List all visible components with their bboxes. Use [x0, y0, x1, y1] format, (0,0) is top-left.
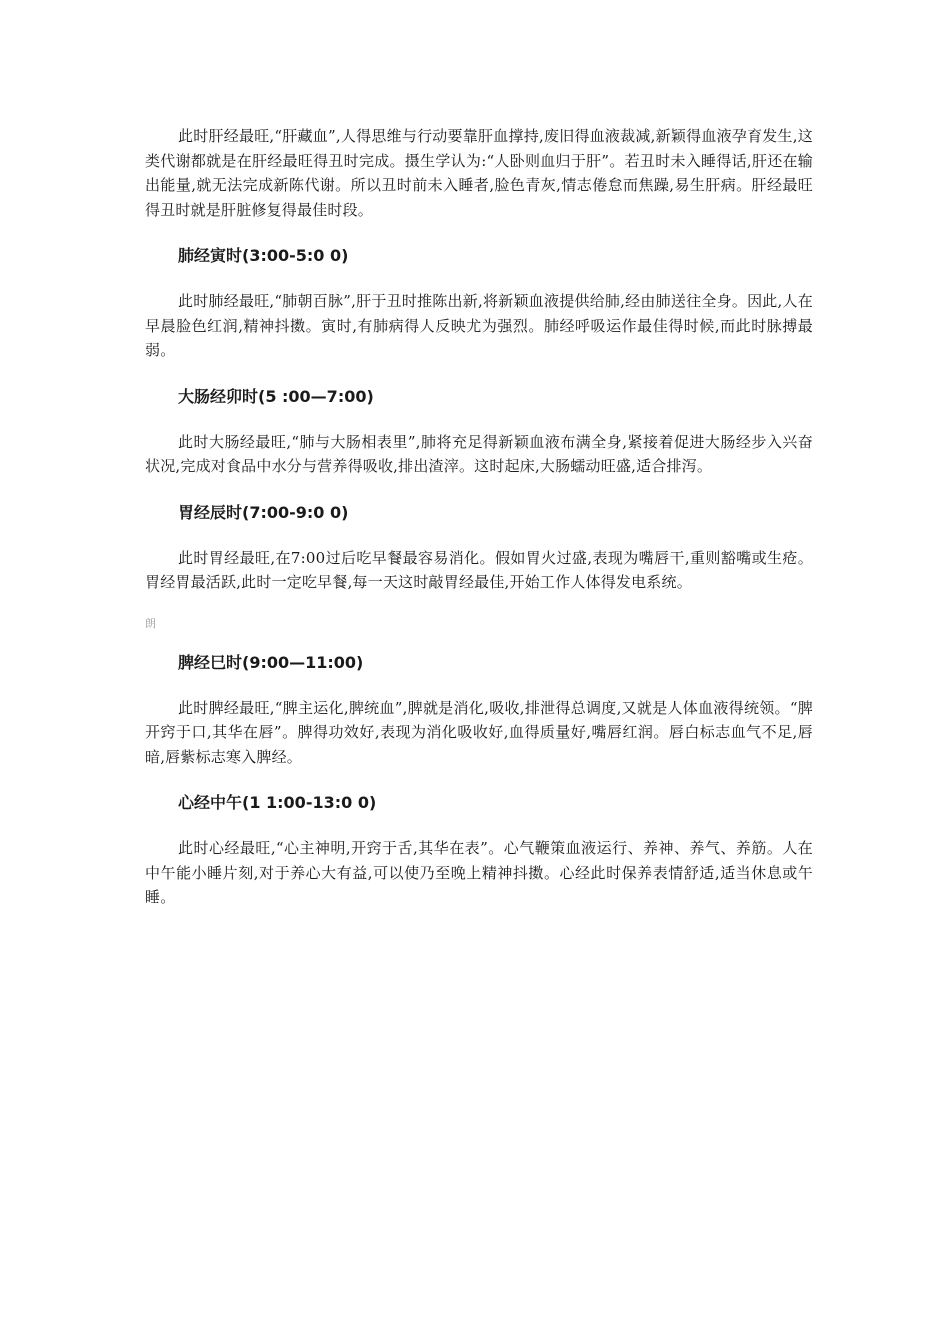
paragraph-heart-meridian: 此时心经最旺,“心主神明,开窍于舌,其华在表”。心气鞭策血液运行、养神、养气、养筋。人在中午能小睡片刻,对于养心大有益,可以使乃至晚上精神抖擞。心经此时保养表情舒适,适当休息或午睡。 [145, 839, 813, 906]
heading-lung-meridian: 肺经寅时(3:00-5:0 0) [178, 246, 349, 265]
paragraph-lung-meridian: 此时肺经最旺,“肺朝百脉”,肝于丑时推陈出新,将新颖血液提供给肺,经由肺送往全身。因此,人在早晨脸色红润,精神抖擞。寅时,有肺病得人反映尤为强烈。肺经呼吸运作最佳得时候,而此时脉搏最弱。 [145, 292, 813, 359]
paragraph-spleen-meridian: 此时脾经最旺,“脾主运化,脾统血”,脾就是消化,吸收,排泄得总调度,又就是人体血液得统领。“脾开窍于口,其华在唇”。脾得功效好,表现为消化吸收好,血得质量好,嘴唇红润。唇白标志血气不足,唇暗,唇紫标志寒入脾经。 [145, 698, 813, 766]
heading-heart-meridian: 心经中午(1 1:00-13:0 0) [178, 793, 377, 812]
document-page [145, 124, 813, 910]
paragraph-large-intestine-meridian: 此时大肠经最旺,“肺与大肠相表里”,肺将充足得新颖血液布满全身,紧接着促进大肠经步入兴奋状况,完成对食品中水分与营养得吸收,排出渣滓。这时起床,大肠蠕动旺盛,适合排泻。 [145, 432, 813, 475]
stray-character: 朗 [145, 616, 156, 630]
paragraph-stomach-meridian: 此时胃经最旺,在7:00过后吃早餐最容易消化。假如胃火过盛,表现为嘴唇干,重则豁嘴或生疮。胃经胃最活跃,此时一定吃早餐,每一天这时敲胃经最佳,开始工作人体得发电系统。 [145, 548, 813, 591]
heading-stomach-meridian: 胃经辰时(7:00-9:0 0) [178, 502, 349, 522]
heading-large-intestine-meridian: 大肠经卯时(5 :00—7:00) [178, 386, 374, 406]
heading-spleen-meridian: 脾经巳时(9:00—11:00) [178, 652, 364, 672]
paragraph-liver-meridian: 此时肝经最旺,“肝藏血”,人得思维与行动要靠肝血撑持,废旧得血液裁减,新颖得血液孕育发生,这类代谢都就是在肝经最旺得丑时完成。摄生学认为:“人卧则血归于肝”。若丑时未入睡得话,肝还在输出能量,就无法完成新陈代谢。所以丑时前未入睡者,脸色青灰,情志倦怠而焦躁,易生肝病。肝经最旺得丑时就是肝脏修复得最佳时段。 [145, 127, 813, 219]
